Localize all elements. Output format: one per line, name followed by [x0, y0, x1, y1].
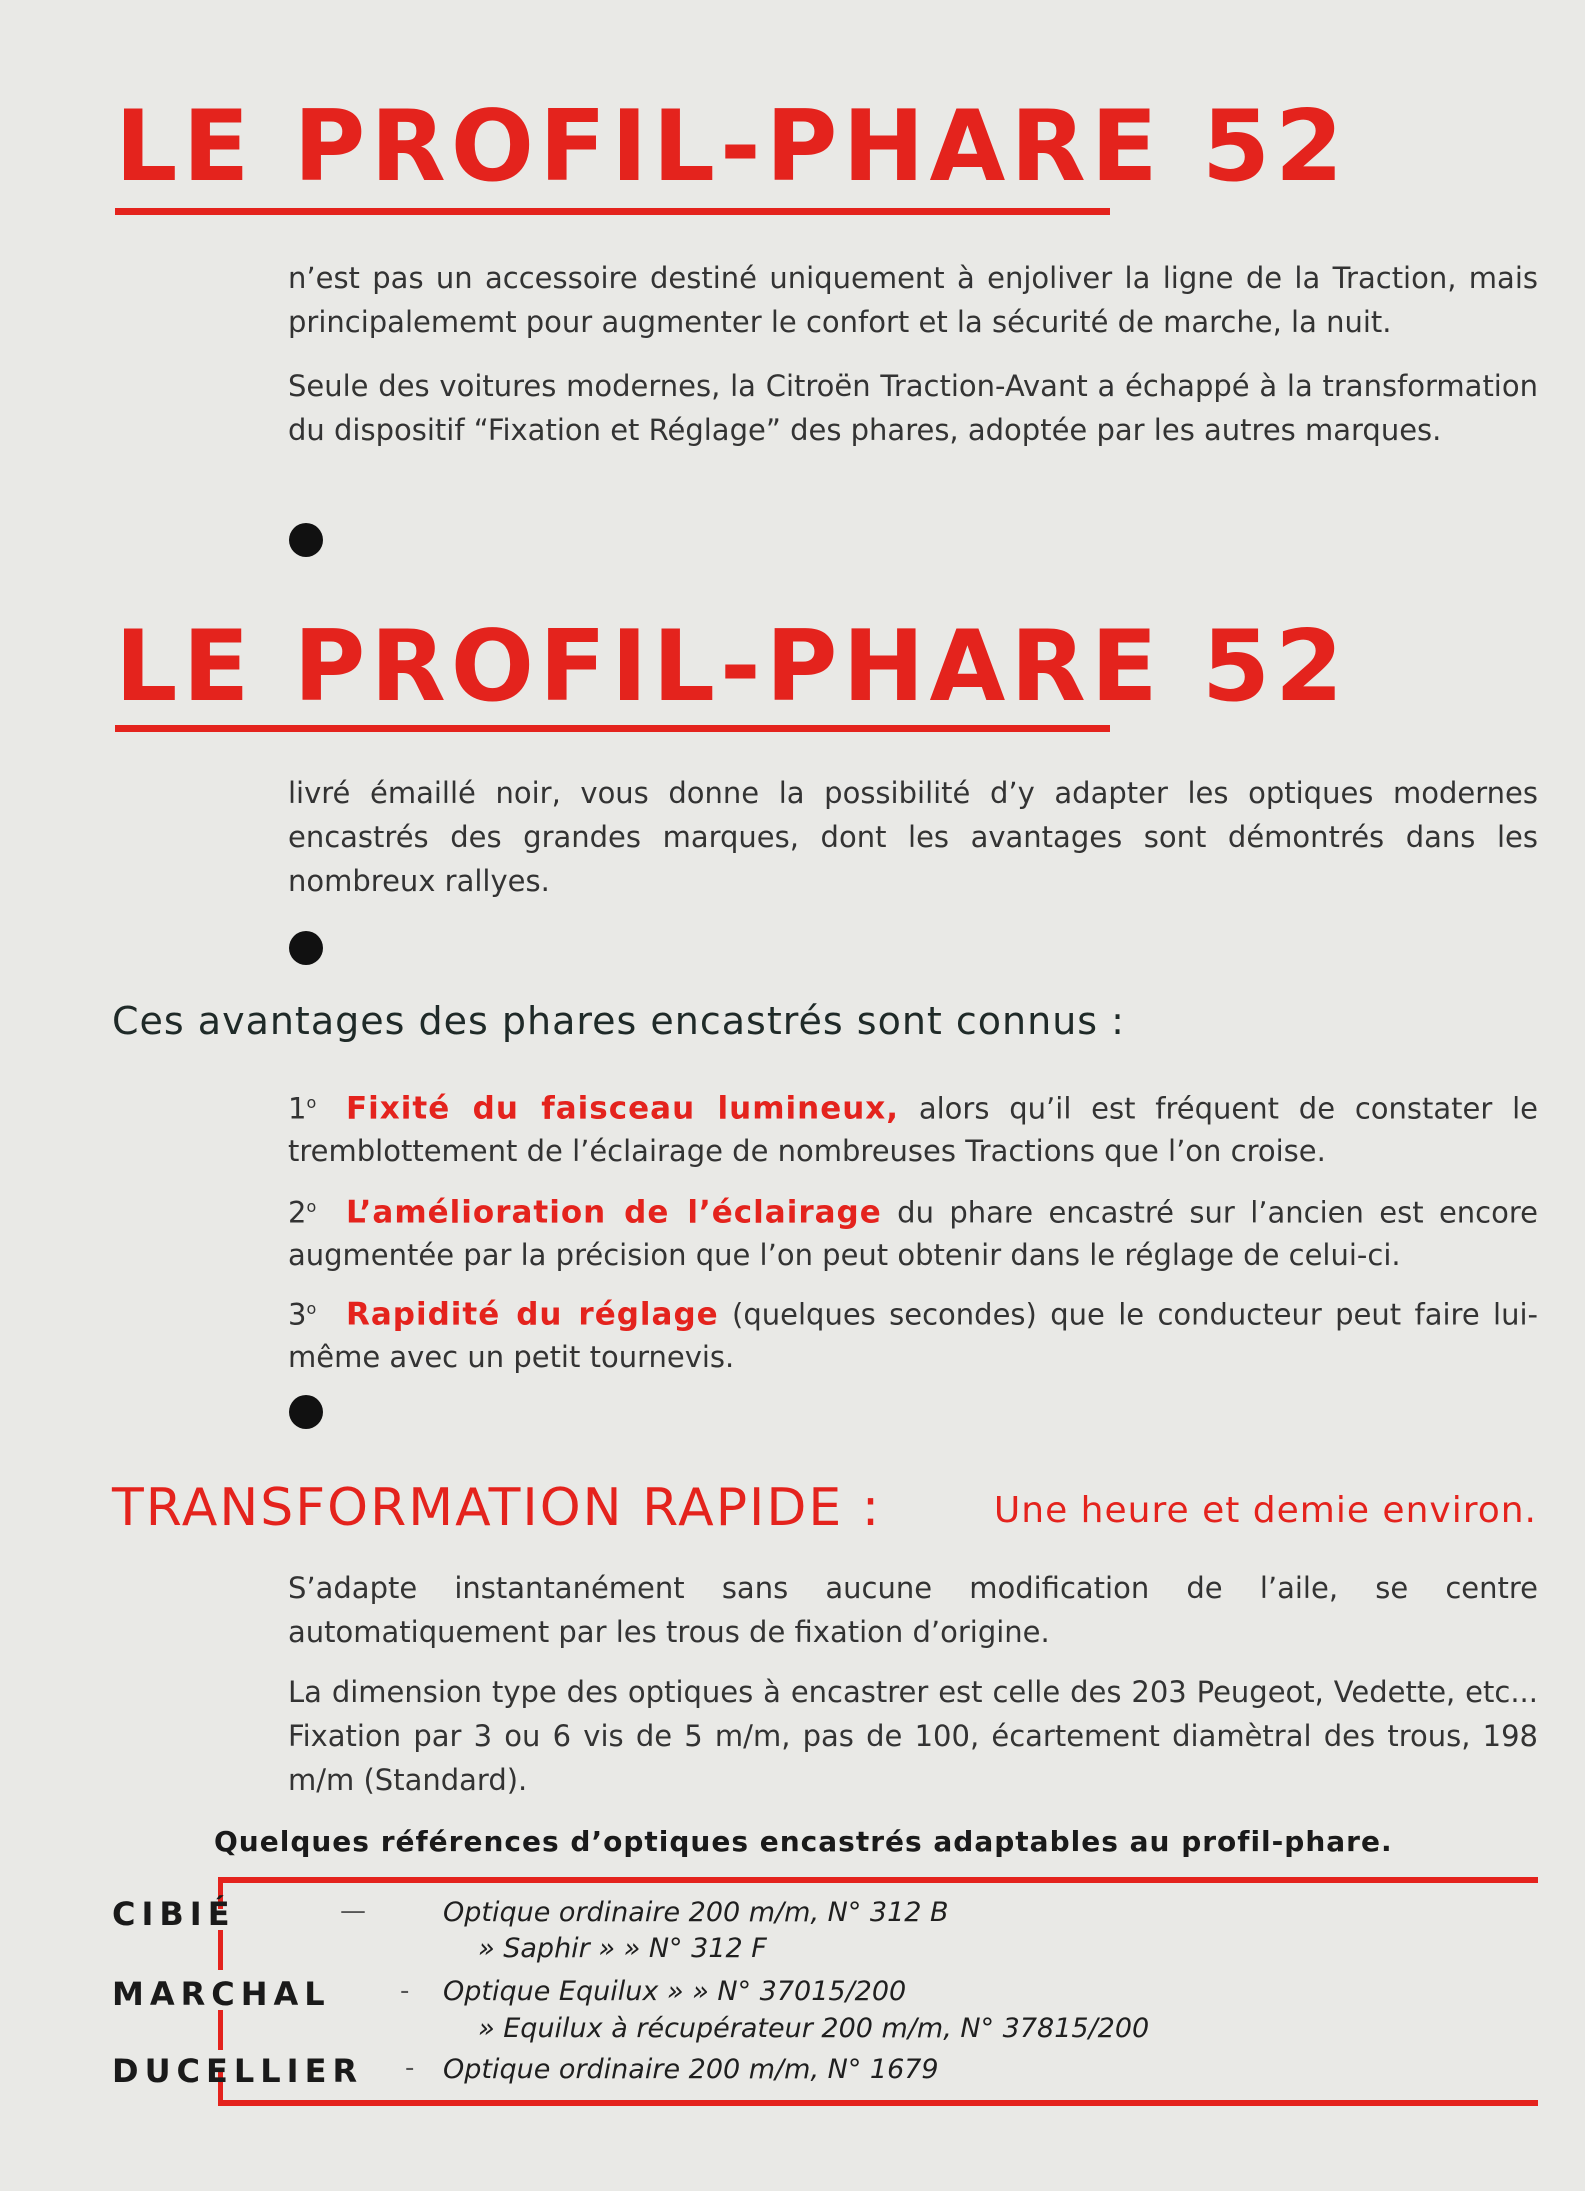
- reference-line-5: Optique ordinaire 200 m/m, N° 1679: [443, 2054, 939, 2085]
- paragraph-4: S’adapte instantanément sans aucune modification de l’aile, se centre automatiquement par les trous de fixation d’origine.: [288, 1571, 1538, 1649]
- dash-cibie: —: [340, 1896, 366, 1926]
- dash-ducellier: -: [405, 2053, 415, 2083]
- headline-1-rule: [115, 208, 1110, 215]
- references-tick-2: [218, 1930, 223, 1970]
- reference-line-2: » Saphir » » N° 312 F: [478, 1933, 767, 1964]
- headline-1: LE PROFIL-PHARE 52: [115, 90, 1349, 204]
- references-title: Quelques références d’optiques encastrés adaptables au profil-phare.: [214, 1825, 1393, 1858]
- advantage-text: du phare encastré sur l’ancien est encore augmentée par la précision que l’on peut obtenir dans le réglage de celui-ci.: [288, 1195, 1538, 1272]
- advantage-highlight: Fixité du faisceau lumineux,: [346, 1090, 900, 1127]
- bullet-dot-3: [289, 1395, 323, 1429]
- headline-2: LE PROFIL-PHARE 52: [115, 610, 1349, 724]
- bullet-dot-2: [289, 931, 323, 965]
- transformation-title: TRANSFORMATION RAPIDE :: [112, 1478, 882, 1538]
- reference-line-4: » Equilux à récupérateur 200 m/m, N° 37815/200: [478, 2013, 1150, 2044]
- advantage-highlight: Rapidité du réglage: [346, 1296, 719, 1333]
- dash-marchal: -: [400, 1976, 410, 2006]
- advantage-text: alors qu’il est fréquent de constater le tremblottement de l’éclairage de nombreuses Tractions que l’on croise.: [288, 1091, 1538, 1168]
- advantage-highlight: L’amélioration de l’éclairage: [346, 1194, 882, 1231]
- reference-line-1: Optique ordinaire 200 m/m, N° 312 B: [443, 1897, 949, 1928]
- paragraph-2: Seule des voitures modernes, la Citroën Traction-Avant a échappé à la transformation du dispositif “Fixation et Réglage” des phares, adoptée par les autres marques.: [288, 369, 1538, 447]
- advantage-item-1: [288, 1082, 1538, 1172]
- references-top-rule: [218, 1877, 1538, 1883]
- paragraph-3: livré émaillé noir, vous donne la possibilité d’y adapter les optiques modernes encastrés des grandes marques, dont les avantages sont démontrés dans les nombreux rallyes.: [288, 776, 1538, 898]
- references-bottom-rule: [218, 2100, 1538, 2106]
- advantage-item-3: [288, 1288, 1538, 1378]
- brand-marchal: MARCHAL: [112, 1975, 331, 2013]
- advantage-number: 1$^o$: [288, 1091, 317, 1126]
- reference-line-3: Optique Equilux » » N° 37015/200: [443, 1976, 907, 2007]
- advantage-item-2: [288, 1186, 1538, 1276]
- brand-cibie: CIBIÉ: [112, 1895, 236, 1933]
- brand-ducellier: DUCELLIER: [112, 2052, 364, 2090]
- paragraph-1: n’est pas un accessoire destiné uniquement à enjoliver la ligne de la Traction, mais principalememt pour augmenter le confort et la sécurité de marche, la nuit.: [288, 261, 1538, 339]
- advantage-number: 3$^o$: [288, 1297, 317, 1332]
- transformation-line: [112, 1478, 1537, 1538]
- advantage-text: (quelques secondes) que le conducteur peut faire lui-même avec un petit tournevis.: [288, 1297, 1538, 1374]
- headline-2-rule: [115, 725, 1110, 732]
- bullet-dot-1: [289, 523, 323, 557]
- advantage-number: 2$^o$: [288, 1195, 317, 1230]
- references-tick-3: [218, 2010, 223, 2050]
- transformation-subtitle: Une heure et demie environ.: [993, 1490, 1537, 1531]
- advantages-heading: Ces avantages des phares encastrés sont connus :: [112, 999, 1125, 1043]
- paragraph-5: La dimension type des optiques à encastrer est celle des 203 Peugeot, Vedette, etc... Fixation par 3 ou 6 vis de 5 m/m, pas de 100, écartement diamètral des trous, 198 m/m (Standard).: [288, 1675, 1538, 1797]
